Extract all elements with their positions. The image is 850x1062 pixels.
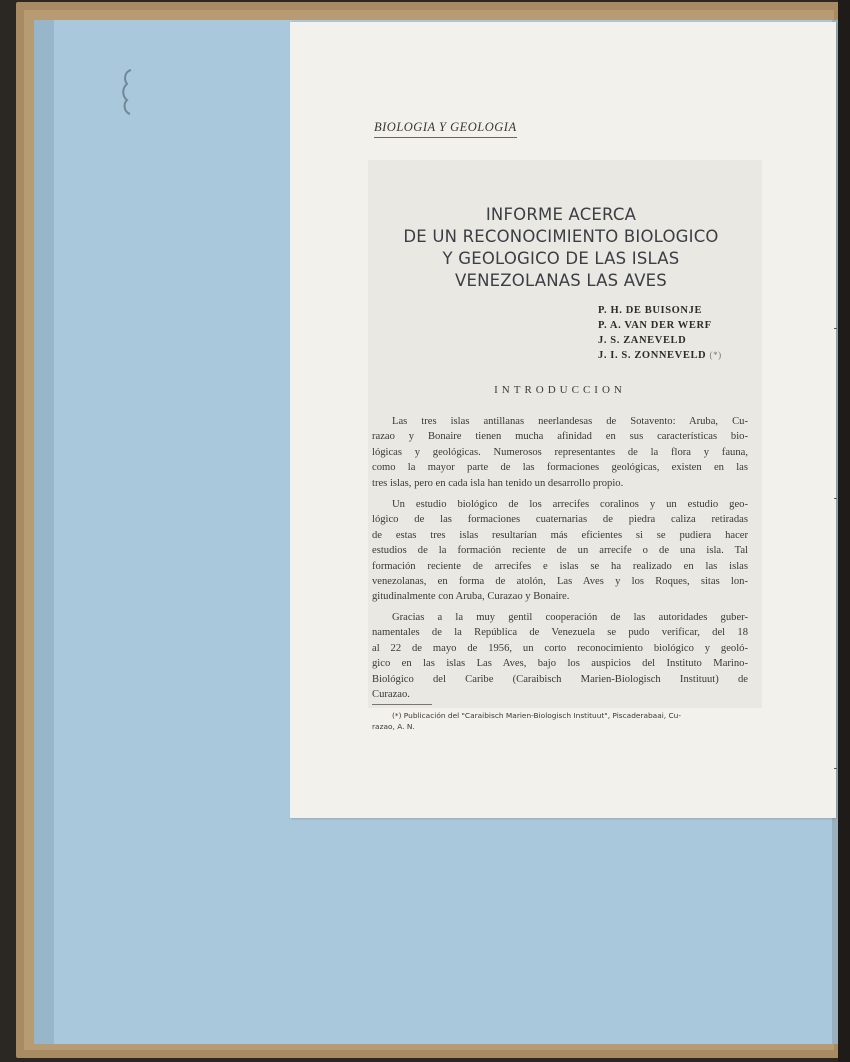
text-line: estudios de la formación reciente de un arrecife o de una isla. Tal	[372, 545, 748, 557]
text-line: Curazao.	[372, 689, 410, 701]
blue-sheet-edge	[34, 20, 54, 1044]
edge-tick-mark	[834, 328, 837, 329]
paragraph-2	[372, 497, 748, 605]
edge-tick-mark	[834, 768, 837, 769]
title-line: VENEZOLANAS LAS AVES	[455, 271, 667, 290]
footnote	[372, 710, 748, 732]
text-line: gitudinalmente con Aruba, Curazao y Bonaire.	[372, 591, 570, 603]
title-line: Y GEOLOGICO DE LAS ISLAS	[442, 249, 680, 268]
text-line: Las tres islas antillanas neerlandesas de Sotavento: Aruba, Cu-	[392, 416, 748, 427]
footnote-marker: (*)	[709, 350, 722, 360]
pencil-hook-mark	[118, 68, 140, 118]
author-name: J. I. S. ZONNEVELD	[598, 350, 707, 361]
author-list	[598, 303, 722, 363]
text-line: razao y Bonaire tienen mucha afinidad en sus características bio-	[372, 431, 748, 443]
text-line: gico en las islas Las Aves, bajo los auspicios del Instituto Marino-	[372, 658, 748, 670]
edge-tick-mark	[834, 498, 837, 499]
text-line: Un estudio biológico de los arrecifes coralinos y un estudio geo-	[392, 499, 748, 510]
footnote-line: (*) Publicación del "Caraibisch Marien-Biologisch Instituut", Piscaderabaai, Cu-	[392, 711, 682, 720]
text-line: formación reciente de arrecifes e islas se ha realizado en las islas	[372, 560, 748, 572]
section-label: BIOLOGIA Y GEOLOGIA	[374, 120, 517, 138]
text-line: Gracias a la muy gentil cooperación de las autoridades guber-	[392, 612, 748, 623]
title-line: DE UN RECONOCIMIENTO BIOLOGICO	[403, 227, 719, 246]
text-line: venezolanas, en forma de atolón, Las Aves y los Roques, sitas lon-	[372, 576, 748, 588]
text-line: lógico de las formaciones cuaternarias de piedra caliza retiradas	[372, 514, 748, 526]
text-line: de estas tres islas resultarían más eficientes si se pudiera hacer	[372, 529, 748, 541]
text-line: tres islas, pero en cada isla han tenido un desarrollo propio.	[372, 477, 624, 489]
text-line: lógicas y geológicas. Numerosos representantes de la flora y fauna,	[372, 446, 748, 458]
text-line: como la mayor parte de las formaciones geológicas, existen en las	[372, 462, 748, 474]
paragraph-3	[372, 610, 748, 702]
text-line: Biológico del Caribe (Caraibisch Marien-Biologisch Instituut) de	[372, 673, 748, 685]
paragraph-1	[372, 414, 748, 491]
author-name: P. A. VAN DER WERF	[598, 320, 712, 331]
article-title	[370, 204, 752, 292]
text-line: al 22 de mayo de 1956, un corto reconocimiento biológico y geoló-	[372, 642, 748, 654]
title-line: INFORME ACERCA	[485, 205, 637, 224]
scan-border-right	[838, 0, 850, 1062]
intro-heading: INTRODUCCION	[494, 384, 626, 396]
footnote-divider	[372, 704, 432, 705]
footnote-line: razao, A. N.	[372, 722, 415, 731]
author-name: J. S. ZANEVELD	[598, 335, 687, 346]
text-line: namentales de la República de Venezuela se pudo verificar, del 18	[372, 627, 748, 639]
author-name: P. H. DE BUISONJE	[598, 305, 703, 316]
